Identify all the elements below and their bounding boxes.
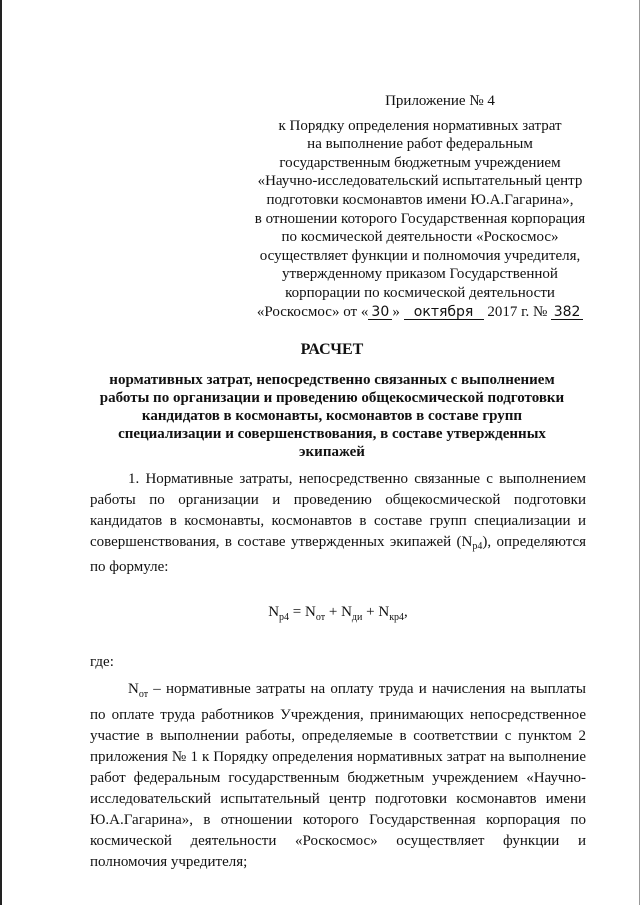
appendix-line: осуществляет функции и полномочия учредителя,	[259, 247, 581, 264]
formula-equals: =	[289, 604, 306, 620]
order-month: октября	[404, 305, 484, 320]
formula-plus: +	[362, 604, 379, 620]
appendix-line: корпорации по космической деятельности	[285, 284, 555, 301]
paragraph-1-end: ),	[482, 534, 492, 550]
paragraph-1-text: 1. Нормативные затраты, непосредственно связанные с выполнением работы по организации и проведению общекосмической подготовки кандидатов в космонавты, космонавтов в составе групп специализации и совершенствования, в составе утвержденных экипажей (N	[90, 471, 586, 550]
appendix-line: по космической деятельности «Роскосмос»	[281, 229, 559, 246]
definition-paragraph	[90, 679, 586, 873]
appendix-line: государственным бюджетным учреждением	[279, 154, 561, 171]
appendix-line: в отношении которого Государственная корпорация	[254, 210, 586, 227]
appendix-line: утвержденному приказом Государственной	[282, 266, 558, 283]
calculation-heading	[92, 341, 572, 461]
formula-symbol: N	[305, 604, 316, 620]
appendix-date-line	[234, 303, 606, 322]
order-number: 382	[551, 305, 583, 320]
date-quote: »	[392, 303, 400, 320]
appendix-line: к Порядку определения нормативных затрат	[278, 117, 562, 134]
appendix-line: подготовки космонавтов имени Ю.А.Гагарина»,	[266, 191, 574, 208]
formula	[90, 602, 586, 628]
formula-subscript: кр4	[389, 612, 405, 623]
appendix-line: на выполнение работ федеральным	[307, 136, 533, 153]
formula-subscript: от	[315, 612, 326, 623]
definition-symbol: N	[128, 681, 139, 697]
paragraph-1-tail: определяются по формуле:	[90, 534, 587, 575]
order-year: 2017 г. №	[487, 303, 548, 320]
definition-subscript: от	[138, 689, 149, 700]
formula-plus: +	[325, 604, 342, 620]
formula-end: ,	[404, 604, 408, 620]
date-prefix: «Роскосмос» от «	[256, 303, 369, 320]
formula-subscript: ди	[351, 612, 363, 623]
appendix-block	[234, 92, 606, 321]
paragraph-1	[90, 469, 586, 578]
paragraph-1-subscript: р4	[472, 541, 483, 552]
doc-subtitle: нормативных затрат, непосредственно связанных с выполнением работы по организации и проведению общекосмической подготовки кандидатов в космонавты, космонавтов в составе групп специализации и совершенствования, в составе утвержденных экипажей	[99, 372, 565, 460]
formula-subscript: р4	[279, 612, 290, 623]
formula-symbol: N	[378, 604, 390, 620]
appendix-line: «Научно-исследовательский испытательный центр	[257, 173, 583, 190]
definition-text: – нормативные затраты на оплату труда и начисления на выплаты по оплате труда работников Учреждения, принимающих непосредственное участие в выполнении работы, определяемые в соответствии с пунктом 2 приложения № 1 к Порядку определения нормативных затрат на выполнение работ федеральным государственным бюджетным учреждением «Научно-исследовательский испытательный центр подготовки космонавтов имени Ю.А.Гагарина», в отношении которого Государственная корпорация по космической деятельности «Роскосмос» осуществляет функции и полномочия учредителя;	[90, 681, 586, 870]
where-label: где:	[90, 654, 114, 670]
formula-symbol: N	[341, 604, 352, 620]
document-body	[90, 469, 586, 873]
order-day: 30	[368, 305, 392, 320]
formula-symbol: N	[268, 604, 280, 620]
doc-title: РАСЧЕТ	[300, 341, 364, 358]
appendix-title: Приложение № 4	[385, 93, 495, 109]
